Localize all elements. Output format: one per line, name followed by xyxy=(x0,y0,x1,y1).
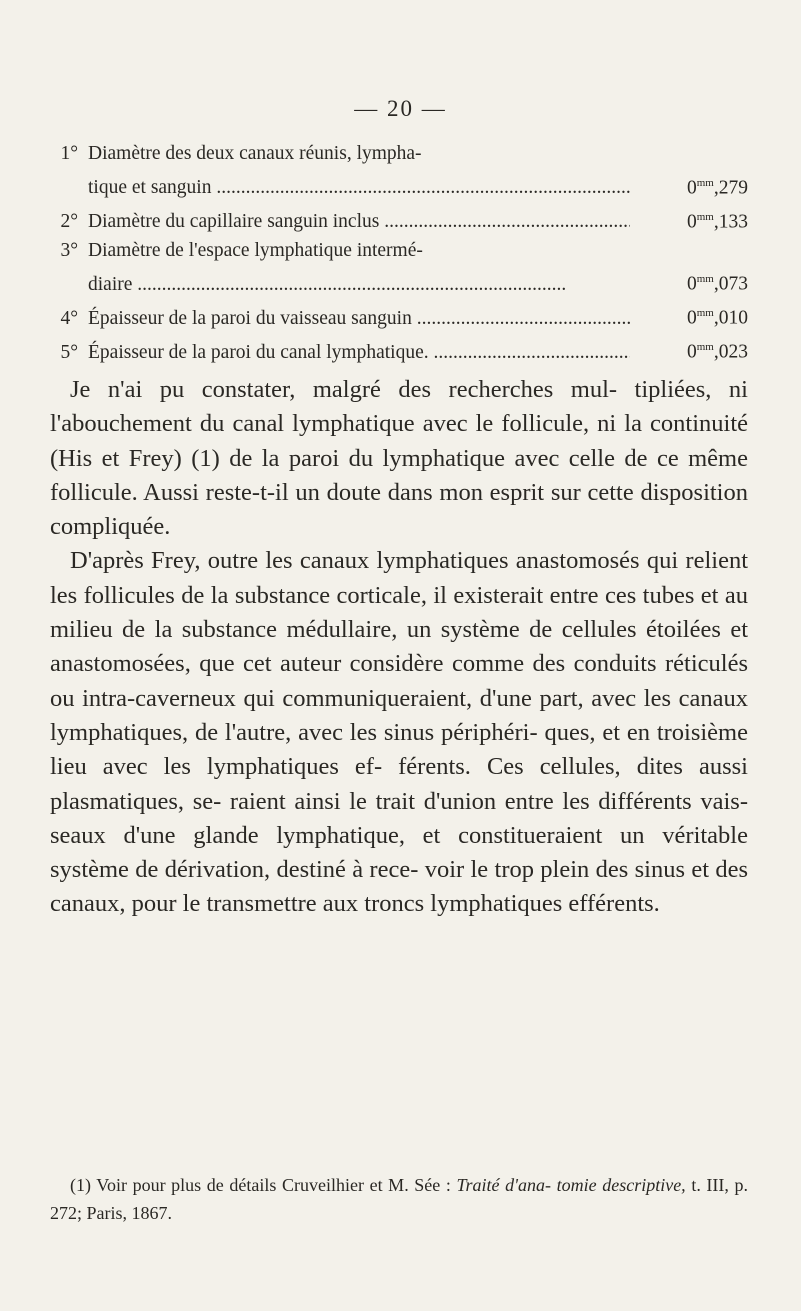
item-value: $0^{mm},133$ xyxy=(687,210,748,232)
footnote-title: Traité d'ana- tomie descriptive, xyxy=(456,1175,686,1195)
measurement-item xyxy=(50,237,748,300)
footnote-mark: (1) xyxy=(70,1175,91,1195)
body-text xyxy=(50,373,748,922)
item-label: Diamètre du capillaire sanguin inclus ..... xyxy=(88,208,630,237)
measurement-item xyxy=(50,299,748,333)
footnote-tail: t. III, p. 272; Paris, 1867. xyxy=(50,1175,749,1223)
measurement-item xyxy=(50,140,748,203)
item-number: 3° xyxy=(60,239,78,261)
paragraph: D'après Frey, outre les canaux lymphatiques anastomosés qui relient les follicules de la substance corticale, il existerait entre ces tubes et au milieu de la substance médullaire, un système de cellules étoilées et anastomosées, que cet auteur considère comme des conduits réticulés ou intra-caverneux qui communiqueraient, d'une part, avec les canaux lymphatiques, de l'autre, avec les sinus périphéri- ques, et en troisième lieu avec les lymphatiques ef- férents. Ces cellules, dites aussi plasmatiques, se- raient ainsi le trait d'union entre les différents vais- seaux d'une glande lymphatique, et constitueraient un véritable système de dérivation, destiné à rece- voir le trop plein des sinus et des canaux, pour le transmettre aux troncs lymphatiques efférents. xyxy=(50,547,748,918)
measurement-item xyxy=(50,203,748,237)
page-number: — 20 — xyxy=(354,96,447,121)
footnote xyxy=(50,1171,748,1227)
paragraph: Je n'ai pu constater, malgré des recherches mul- tipliées, ni l'abouchement du canal lymphatique avec le follicule, ni la continuité (His et Frey) (1) de la paroi du lymphatique avec celle de ce même follicule. Aussi reste-t-il un doute dans mon esprit sur cette disposition compliquée. xyxy=(50,376,748,541)
item-label: Épaisseur de la paroi du vaisseau sanguin ..... xyxy=(88,305,630,334)
item-number: 1° xyxy=(60,143,78,164)
item-label: Diamètre de l'espace lymphatique intermé- xyxy=(88,239,423,261)
item-value: $0^{mm},010$ xyxy=(687,307,748,329)
item-value: $0^{mm},279$ xyxy=(687,176,748,198)
item-number: 4° xyxy=(60,307,78,329)
item-label: Épaisseur de la paroi du canal lymphatique. ..... xyxy=(88,339,630,368)
footnote-text: Voir pour plus de détails Cruveilhier et M. Sée : xyxy=(96,1175,451,1195)
item-number: 5° xyxy=(60,341,78,363)
measurement-item xyxy=(50,333,748,367)
item-value: $0^{mm},073$ xyxy=(687,273,748,295)
item-number: 2° xyxy=(60,211,78,232)
measurement-list xyxy=(50,140,748,367)
item-label-continued: diaire ..... xyxy=(88,271,630,300)
item-label-continued: tique et sanguin ..... xyxy=(88,174,630,203)
item-label: Diamètre des deux canaux réunis, lympha- xyxy=(88,143,422,164)
item-value: $0^{mm},023$ xyxy=(687,341,748,363)
